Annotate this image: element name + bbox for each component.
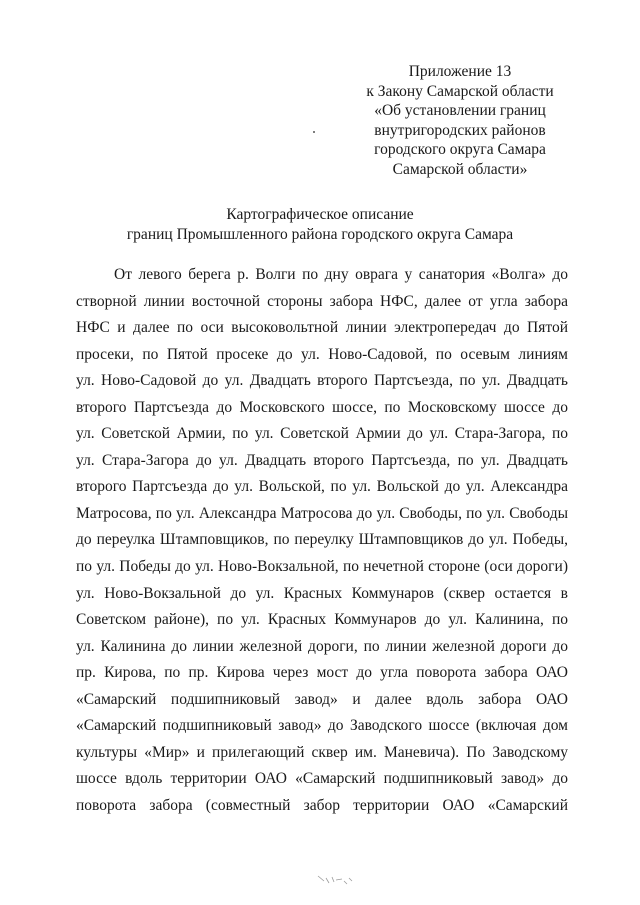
title-line: Картографическое описание	[226, 206, 414, 223]
body-line: ул. Ново-Вокзальной до ул. Красных Коммунаров (сквер остается в	[76, 584, 568, 602]
document-title	[70, 205, 570, 244]
appendix-header	[340, 62, 580, 180]
appendix-line: Самарской области»	[392, 160, 528, 178]
body-line: по ул. Победы до ул. Ново-Вокзальной, по нечетной стороне (оси дороги)	[76, 558, 568, 576]
appendix-line: Приложение 13	[408, 63, 512, 80]
body-line: культуры «Мир» и прилегающий сквер им. Маневича). По Заводскому	[76, 743, 568, 761]
body-line: поворота забора (совместный забор территории ОАО «Самарский	[76, 796, 568, 814]
body-line: створной линии восточной стороны забора НФС, далее от угла забора	[76, 292, 568, 310]
body-line: шоссе вдоль территории ОАО «Самарский подшипниковый завод» до	[76, 770, 568, 788]
body-line: Матросова, по ул. Александра Матросова до ул. Свободы, по ул. Свободы	[76, 504, 568, 522]
body-line: ул. Ново-Садовой до ул. Двадцать второго Партсъезда, по ул. Двадцать	[76, 372, 568, 390]
body-line: ул. Советской Армии, по ул. Советской Армии до ул. Стара-Загора, по	[76, 425, 568, 443]
body-line: «Самарский подшипниковый завод» и далее вдоль забора ОАО	[76, 690, 568, 708]
appendix-line: «Об установлении границ	[374, 102, 546, 120]
appendix-line: городского округа Самара	[374, 141, 546, 159]
body-line: ул. Стара-Загора до ул. Двадцать второго Партсъезда, по ул. Двадцать	[76, 451, 568, 469]
body-line: От левого берега р. Волги по дну оврага у санатория «Волга» до	[114, 266, 568, 283]
body-line: «Самарский подшипниковый завод» до Заводского шоссе (включая дом	[76, 717, 568, 735]
scan-speck	[313, 131, 315, 133]
appendix-line: к Закону Самарской области	[366, 82, 554, 100]
body-text	[76, 262, 568, 819]
scan-artifact-mark	[316, 872, 356, 886]
appendix-line: внутригородских районов	[374, 121, 546, 139]
body-line: второго Партсъезда до Московского шоссе, по Московскому шоссе до	[76, 398, 568, 416]
body-line: ул. Калинина до линии железной дороги, по линии железной дороги до	[76, 637, 568, 655]
body-line: НФС и далее по оси высоковольтной линии электропередач до Пятой	[76, 319, 568, 337]
body-line: до переулка Штамповщиков, по переулку Штамповщиков до ул. Победы,	[76, 531, 568, 549]
title-line: границ Промышленного района городского округа Самара	[126, 225, 514, 243]
body-line: пр. Кирова, по пр. Кирова через мост до угла поворота забора ОАО	[76, 664, 568, 682]
body-line: просеки, по Пятой просеке до ул. Ново-Садовой, по осевым линиям	[76, 345, 568, 363]
body-line: Советском районе), по ул. Красных Коммунаров до ул. Калинина, по	[76, 611, 568, 629]
body-line: второго Партсъезда до ул. Вольской, по ул. Вольской до ул. Александра	[76, 478, 568, 496]
